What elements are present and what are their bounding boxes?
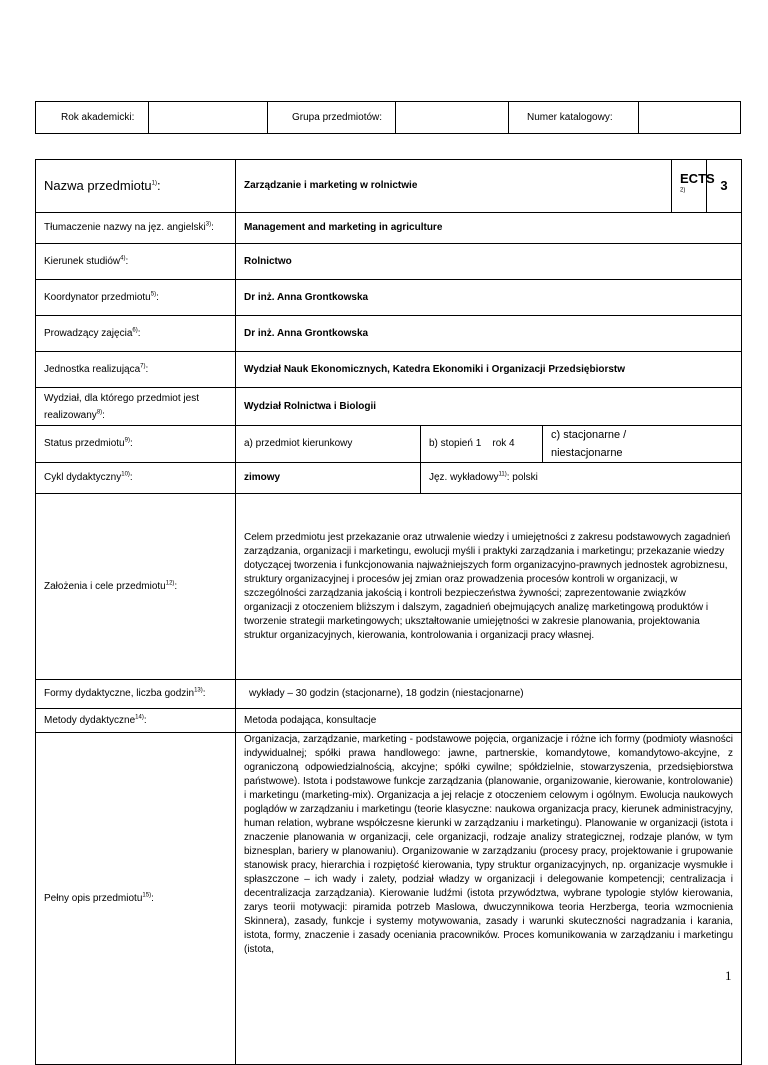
tlumaczenie-value: Management and marketing in agriculture bbox=[236, 213, 742, 244]
status-b: b) stopień 1 rok 4 bbox=[421, 426, 543, 463]
koordynator-value: Dr inż. Anna Grontkowska bbox=[236, 280, 742, 316]
ects-label: ECTS $^{2)}$ bbox=[672, 160, 707, 213]
rok-akademicki-label: Rok akademicki: bbox=[61, 112, 135, 123]
jednostka-value: Wydział Nauk Ekonomicznych, Katedra Ekonomiki i Organizacji Przedsiębiorstw bbox=[236, 352, 742, 388]
kierunek-value: Rolnictwo bbox=[236, 244, 742, 280]
status-a: a) przedmiot kierunkowy bbox=[236, 426, 421, 463]
course-table bbox=[35, 159, 742, 1065]
opis-label: Pełny opis przedmiotu$^{15)}$: bbox=[36, 733, 236, 1065]
prowadzacy-label: Prowadzący zajęcia$^{6)}$: bbox=[36, 316, 236, 352]
jednostka-label: Jednostka realizująca$^{7)}$: bbox=[36, 352, 236, 388]
zalozenia-text: Celem przedmiotu jest przekazanie oraz utrwalenie wiedzy i umiejętności z zakresu podstawowych zagadnień zarządzania, organizacji i marketingu, ewolucji myśli i praktyki zarządzania i marketingu; przekazanie wiedzy dotyczącej tworzenia i funkcjonowania najważniejszych form organizacyjno-prawnych jednostek agrobiznesu, struktury organizacyjnej i procesów jej zmian oraz prowadzenia procesów kontroli w organizacji, w szczególności zarządzania jakością i kontroli bezpieczeństwa żywności; zaprezentowanie związków organizacji z otoczeniem bliższym i dalszym, zagadnień obejmujących analizę marketingową produktów i tworzenie strategii marketingowych; ukształtowanie umiejętności w zakresie planowania, projektowania struktur organizacyjnych, kierowania, kontrolowania i organizacji pracy własnej. bbox=[236, 494, 742, 680]
header-grupa-field bbox=[395, 101, 509, 134]
metody-value: Metoda podająca, konsultacje bbox=[236, 709, 742, 733]
header-numer-field bbox=[638, 101, 639, 134]
cykl-value: zimowy bbox=[236, 463, 421, 494]
prowadzacy-value: Dr inż. Anna Grontkowska bbox=[236, 316, 742, 352]
opis-text: Organizacja, zarządzanie, marketing - podstawowe pojęcia, organizacje i różne ich formy (podmioty własności indywidualnej; spółki prawa handlowego: jawne, partnerskie, komandytowe, komandytowo-akcyjne, z ograniczoną odpowiedzialnością, akcyjne; spółki cywilne; spółdzielnie, stowarzyszenia, przedsiębiorstwa państwowe). Istota i podstawowe funkcje zarządzania (planowanie, organizowanie, kierowanie, kontrolowanie) i marketingu (marketing-mix). Organizacja a jej relacje z otoczeniem celowym i ogólnym. Ewolucja naukowych poglądów w zarządzaniu i marketingu (teorie klasyczne: naukowa organizacja pracy, kierunek administracyjny, human relation, wybrane współczesne kierunki w zarządzaniu i marketingu). Planowanie w organizacji (istota i znaczenie planowania w organizacji, cele organizacji, rodzaje analizy strategicznej, rodzaje planów, w tym biznesplan, bariery w planowaniu). Organizowanie w zarządzaniu (procesy pracy, projektowanie i grupowanie stanowisk pracy, hierarchia i rozpiętość kierowania, typy struktur organizacyjnych, np. organizacje wysmukłe i spłaszczone – ich wady i zalety, podział władzy w organizacji i delegowanie kompetencji; centralizacja i decentralizacja zarządzania). Kierowanie ludźmi (istota przywództwa, wybrane typologie stylów kierowania, zarys teorii motywacji: piramida potrzeb Maslowa, dwuczynnikowa teoria Herzberga, teoria wzmocnienia Skinnera), zasady, funkcje i systemy motywowania, zasady i warunki skuteczności nagradzania i karania, istota, formy, znaczenie i zasady oceniania pracowników. Proces komunikowania w zarządzaniu i marketingu (istota, bbox=[236, 733, 742, 1065]
page-number: 1 bbox=[725, 968, 732, 983]
koordynator-label: Koordynator przedmiotu$^{5)}$: bbox=[36, 280, 236, 316]
wydzial-value: Wydział Rolnictwa i Biologii bbox=[236, 388, 742, 426]
grupa-przedmiotow-label: Grupa przedmiotów: bbox=[292, 112, 383, 123]
nazwa-value: Zarządzanie i marketing w rolnictwie bbox=[236, 160, 672, 213]
tlumaczenie-label: Tłumaczenie nazwy na jęz. angielski$^{3)}$: bbox=[36, 213, 236, 244]
wydzial-label: Wydział, dla którego przedmiot jest realizowany$^{8)}$: bbox=[36, 388, 236, 426]
status-c: c) stacjonarne / niestacjonarne bbox=[543, 426, 742, 463]
numer-katalogowy-label: Numer katalogowy: bbox=[527, 112, 613, 123]
zalozenia-label: Założenia i cele przedmiotu$^{12)}$: bbox=[36, 494, 236, 680]
metody-label: Metody dydaktyczne$^{14)}$: bbox=[36, 709, 236, 733]
ects-value: 3 bbox=[707, 160, 742, 213]
header-box bbox=[35, 101, 741, 134]
nazwa-label: Nazwa przedmiotu$^{1)}$: bbox=[36, 160, 236, 213]
kierunek-label: Kierunek studiów$^{4)}$: bbox=[36, 244, 236, 280]
status-label: Status przedmiotu$^{9)}$: bbox=[36, 426, 236, 463]
formy-value: wykłady – 30 godzin (stacjonarne), 18 godzin (niestacjonarne) bbox=[236, 680, 742, 709]
jezyk-value: Jęz. wykładowy$^{11)}$: polski bbox=[421, 463, 742, 494]
formy-label: Formy dydaktyczne, liczba godzin$^{13)}$: bbox=[36, 680, 236, 709]
header-rok-field bbox=[148, 101, 268, 134]
cykl-label: Cykl dydaktyczny$^{10)}$: bbox=[36, 463, 236, 494]
